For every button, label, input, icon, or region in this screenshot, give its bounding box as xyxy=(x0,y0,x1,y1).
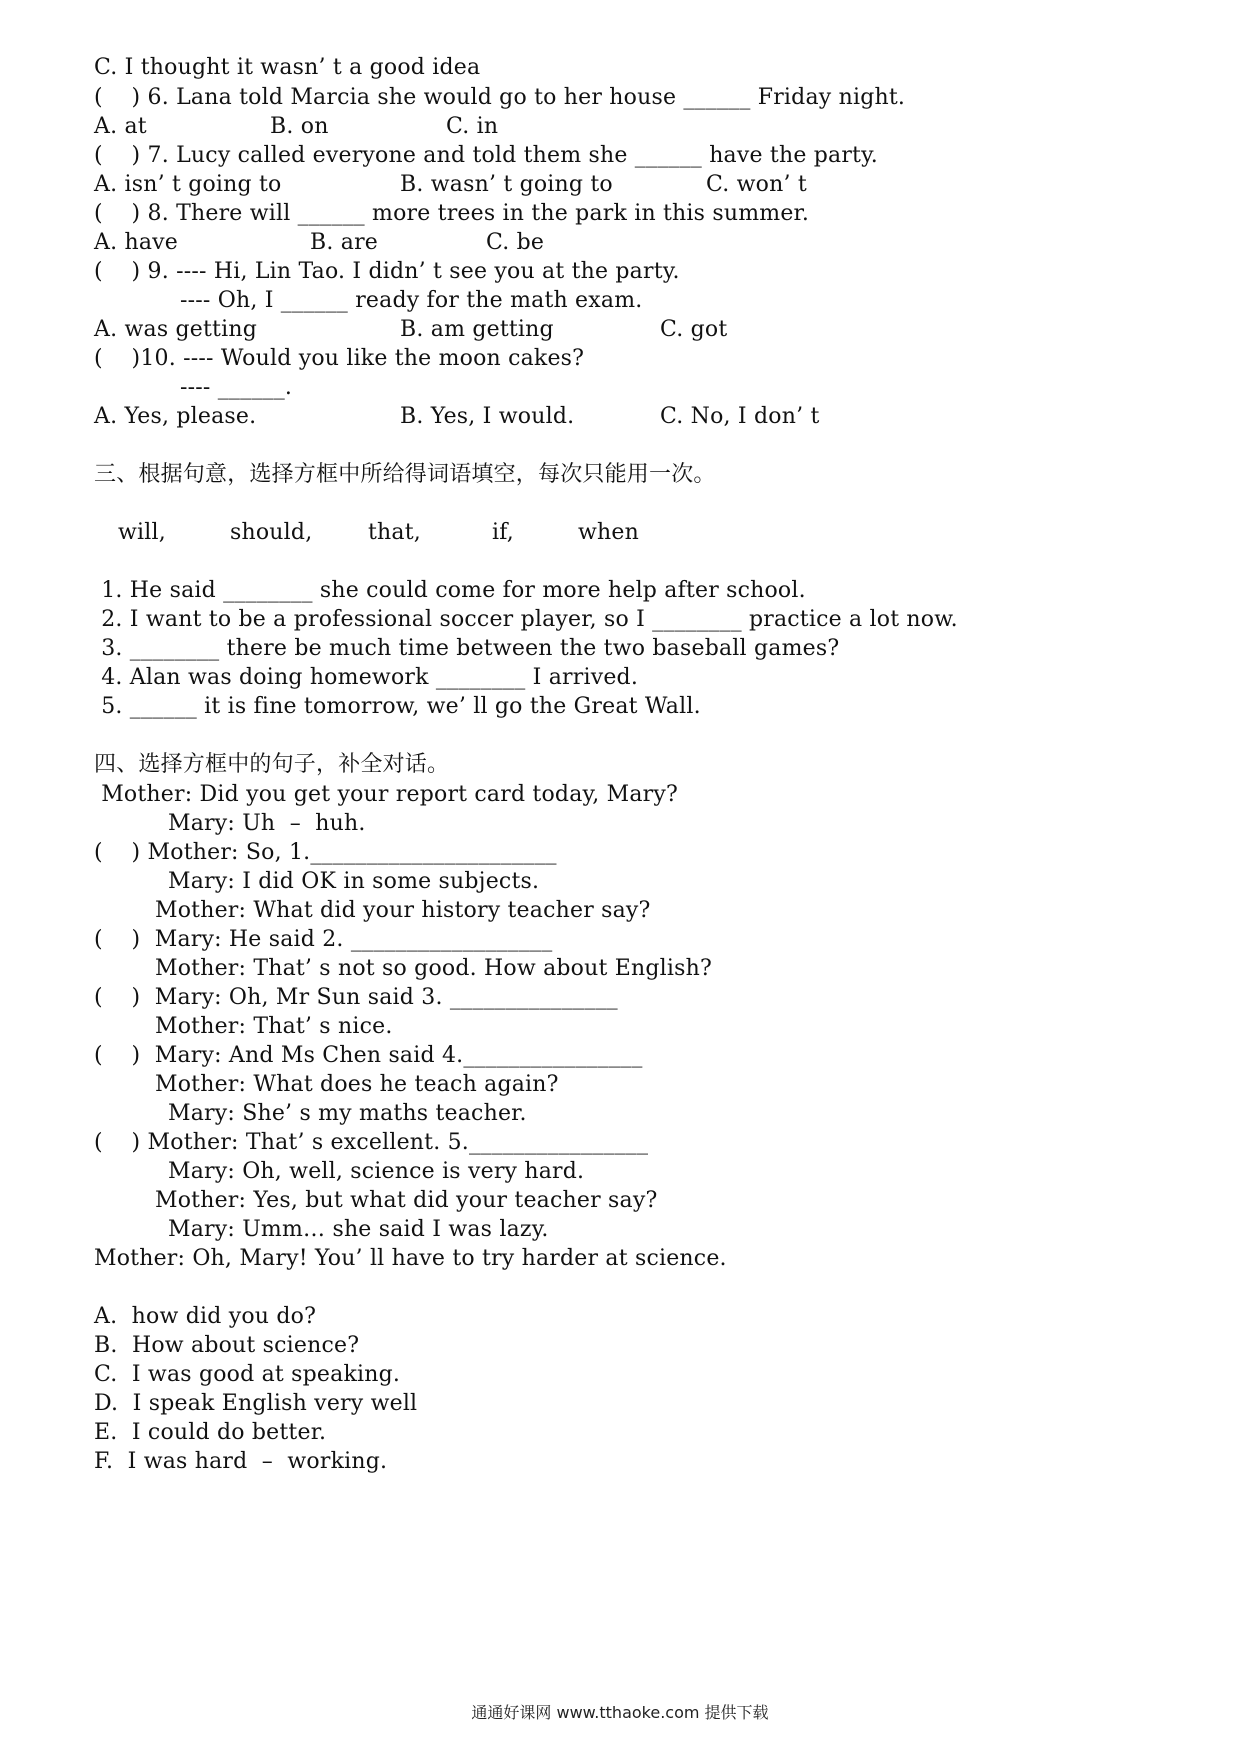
q9-option-a: A. was getting xyxy=(94,317,257,342)
dialogue-line: ( ) Mother: So, 1.______________________ xyxy=(94,840,557,865)
q6-option-b: B. on xyxy=(270,114,329,139)
q10-option-c: C. No, I don’ t xyxy=(660,404,820,429)
fill-item-5: 5. ______ it is fine tomorrow, we’ ll go the Great Wall. xyxy=(94,694,701,719)
answer-option-a: A. how did you do? xyxy=(94,1304,317,1329)
q5-option-c: C. I thought it wasn’ t a good idea xyxy=(94,55,481,80)
fill-item-3: 3. ________ there be much time between the two baseball games? xyxy=(94,636,840,661)
fill-item-2: 2. I want to be a professional soccer player, so I ________ practice a lot now. xyxy=(94,607,958,632)
dialogue-line: Mother: What did your history teacher say? xyxy=(155,898,651,923)
answer-option-f: F. I was hard – working. xyxy=(94,1449,388,1474)
fill-item-4: 4. Alan was doing homework ________ I arrived. xyxy=(94,665,639,690)
word-box-item: that, xyxy=(368,520,421,545)
q6-option-a: A. at xyxy=(94,114,147,139)
word-box-item: will, xyxy=(118,520,166,545)
dialogue-line: ( ) Mary: He said 2. __________________ xyxy=(94,927,553,952)
q10-option-a: A. Yes, please. xyxy=(94,404,257,429)
dialogue-line: ( ) Mother: That’ s excellent. 5.________________ xyxy=(94,1130,649,1155)
question-6: ( ) 6. Lana told Marcia she would go to her house ______ Friday night. xyxy=(94,85,906,110)
question-7: ( ) 7. Lucy called everyone and told them she ______ have the party. xyxy=(94,143,878,168)
dialogue-line: ( ) Mary: And Ms Chen said 4.________________ xyxy=(94,1043,643,1068)
dialogue-line: Mother: What does he teach again? xyxy=(155,1072,559,1097)
dialogue-line: Mary: Uh – huh. xyxy=(168,811,366,836)
word-box-item: when xyxy=(578,520,639,545)
dialogue-line: Mary: I did OK in some subjects. xyxy=(168,869,540,894)
q7-option-a: A. isn’ t going to xyxy=(94,172,282,197)
fill-item-1: 1. He said ________ she could come for more help after school. xyxy=(94,578,806,603)
answer-option-b: B. How about science? xyxy=(94,1333,360,1358)
answer-option-e: E. I could do better. xyxy=(94,1420,327,1445)
question-9-line1: ( ) 9. ---- Hi, Lin Tao. I didn’ t see you at the party. xyxy=(94,259,680,284)
q9-option-c: C. got xyxy=(660,317,728,342)
dialogue-line: Mother: That’ s not so good. How about English? xyxy=(155,956,712,981)
q6-option-c: C. in xyxy=(446,114,499,139)
question-8: ( ) 8. There will ______ more trees in the park in this summer. xyxy=(94,201,810,226)
page-footer: 通通好课网 www.tthaoke.com 提供下载 xyxy=(471,1703,769,1722)
answer-option-d: D. I speak English very well xyxy=(94,1391,418,1416)
question-9-line2: ---- Oh, I ______ ready for the math exam. xyxy=(180,288,643,313)
section3-heading: 三、根据句意，选择方框中所给得词语填空，每次只能用一次。 xyxy=(94,462,716,487)
question-10-line1: ( )10. ---- Would you like the moon cakes? xyxy=(94,346,585,371)
question-10-line2: ---- ______. xyxy=(180,375,293,400)
dialogue-line: Mary: She’ s my maths teacher. xyxy=(168,1101,527,1126)
q7-option-c: C. won’ t xyxy=(706,172,807,197)
q7-option-b: B. wasn’ t going to xyxy=(400,172,613,197)
dialogue-line: Mary: Umm… she said I was lazy. xyxy=(168,1217,549,1242)
dialogue-line: Mother: Oh, Mary! You’ ll have to try harder at science. xyxy=(94,1246,727,1271)
dialogue-line: Mother: Yes, but what did your teacher say? xyxy=(155,1188,658,1213)
q8-option-a: A. have xyxy=(94,230,179,255)
answer-option-c: C. I was good at speaking. xyxy=(94,1362,401,1387)
q8-option-c: C. be xyxy=(486,230,545,255)
dialogue-line: Mother: Did you get your report card today, Mary? xyxy=(94,782,678,807)
q9-option-b: B. am getting xyxy=(400,317,554,342)
dialogue-line: ( ) Mary: Oh, Mr Sun said 3. _______________ xyxy=(94,985,618,1010)
dialogue-line: Mary: Oh, well, science is very hard. xyxy=(168,1159,585,1184)
word-box-item: should, xyxy=(230,520,313,545)
q8-option-b: B. are xyxy=(310,230,379,255)
word-box-item: if, xyxy=(492,520,514,545)
q10-option-b: B. Yes, I would. xyxy=(400,404,575,429)
section4-heading: 四、选择方框中的句子，补全对话。 xyxy=(94,752,450,777)
dialogue-line: Mother: That’ s nice. xyxy=(155,1014,393,1039)
